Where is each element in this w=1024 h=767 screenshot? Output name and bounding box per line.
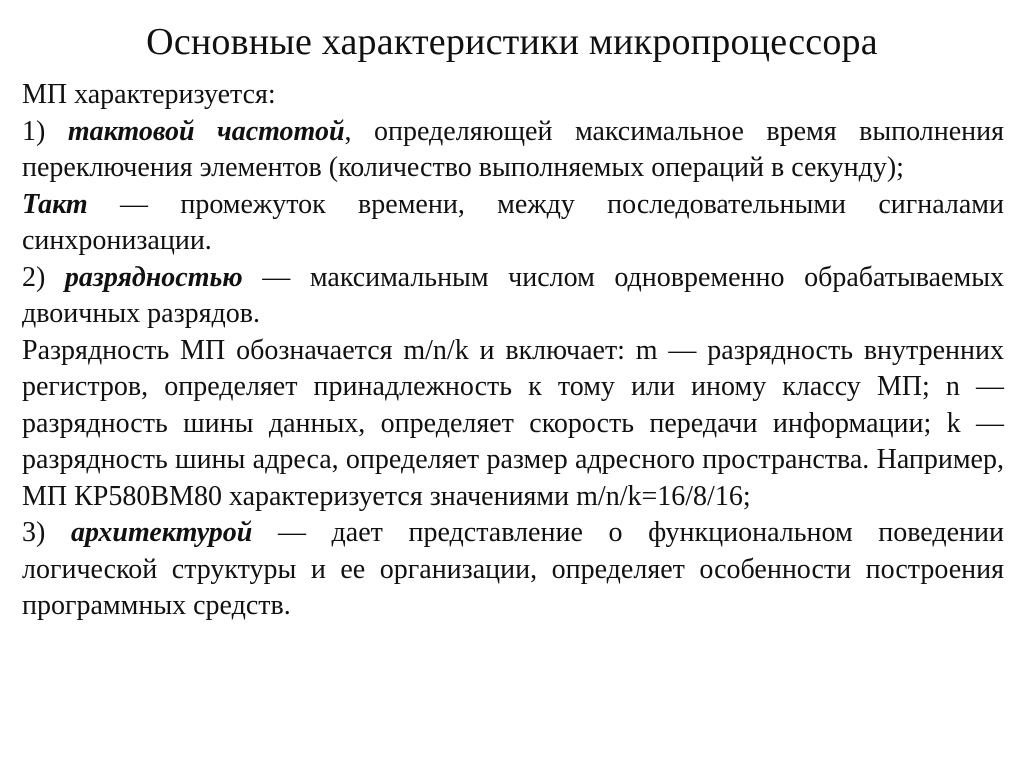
term-clock-frequency: тактовой частотой xyxy=(67,115,345,147)
term-bit-width: разрядностью xyxy=(64,261,243,293)
clock-frequency-text: , определяющей максимальное время выполнения переключения элементов (количество выполняемых операций в секунду); xyxy=(22,115,1004,183)
architecture-text: — дает представление о функциональном поведении логической структуры и ее организации, определяет особенности построения программных средств. xyxy=(22,517,1004,621)
intro-text: МП характеризуется: xyxy=(22,79,276,110)
term-architecture: архитектурой xyxy=(70,517,253,548)
term-tact: Такт xyxy=(22,188,88,220)
item-number: 2) xyxy=(22,261,65,293)
slide-body xyxy=(22,77,1004,625)
clock-frequency-paragraph xyxy=(22,114,1004,187)
item-number: 3) xyxy=(22,517,71,548)
item-number: 1) xyxy=(22,115,68,147)
bit-width-text: — максимальным числом одновременно обрабатываемых двоичных разрядов. xyxy=(22,261,1005,329)
bit-width-detail-text: Разрядность МП обозначается m/n/k и включает: m — разрядность внутренних регистров, определяет принадлежность к тому или иному классу МП; n — разрядность шины данных, определяет скорость передачи информации; k — разрядность шины адреса, определяет размер адресного пространства. Например, МП КР580ВМ80 характеризуется значениями m/n/k=16/8/16; xyxy=(22,334,1004,512)
bit-width-paragraph xyxy=(22,260,1004,333)
intro-paragraph xyxy=(22,77,1004,114)
slide-title: Основные характеристики микропроцессора xyxy=(146,21,878,63)
tact-text: — промежуток времени, между последовательными сигналами синхронизации. xyxy=(22,188,1004,256)
bit-width-detail-paragraph xyxy=(22,333,1004,516)
architecture-paragraph xyxy=(22,515,1004,625)
tact-paragraph xyxy=(22,187,1004,260)
